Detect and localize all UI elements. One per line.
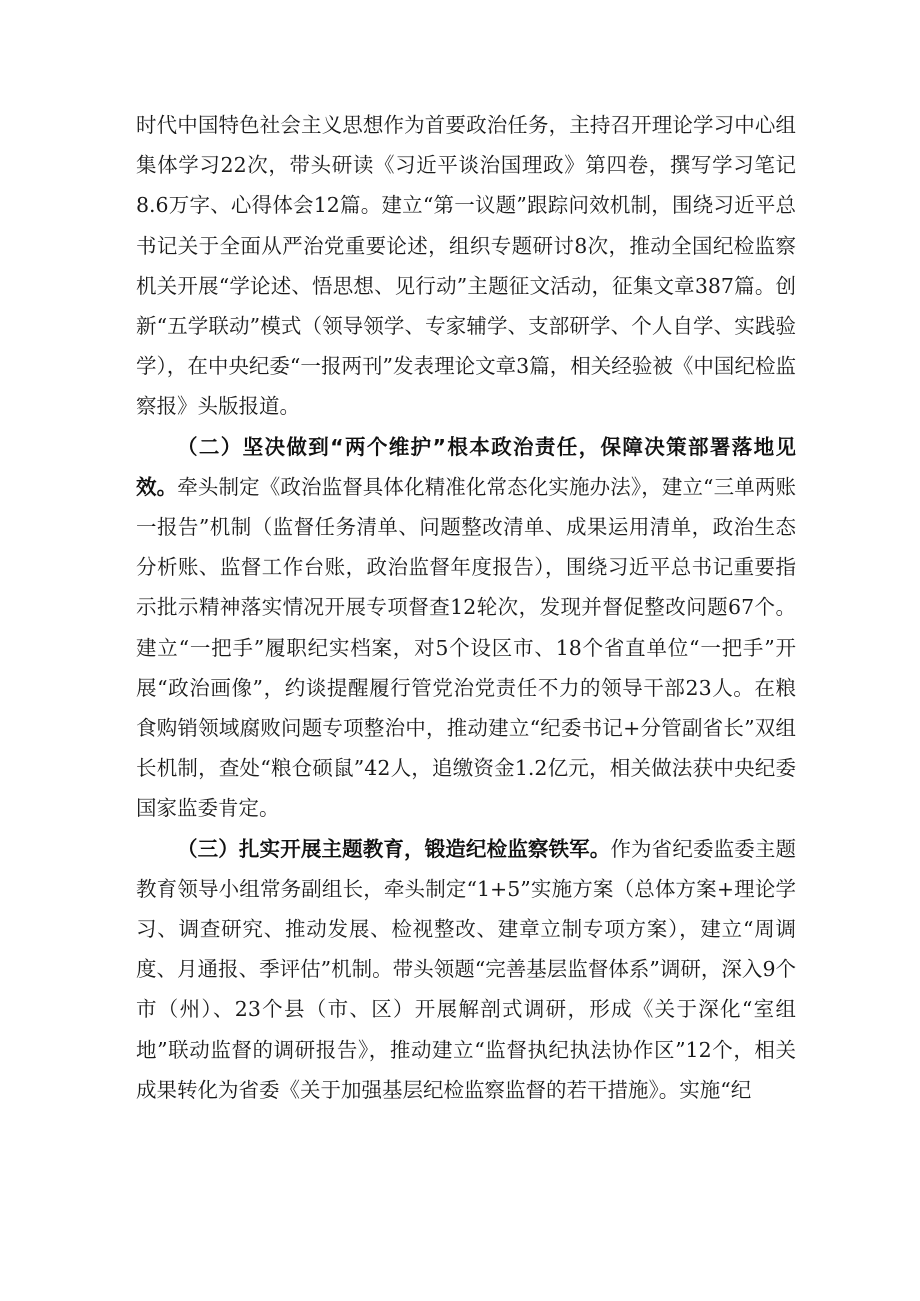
document-body — [136, 105, 796, 1110]
paragraph-3 — [136, 829, 796, 1110]
paragraph-3-text: 作为省纪委监委主题教育领导小组常务副组长，牵头制定“1+5”实施方案（总体方案+理论学习、调查研究、推动发展、检视整改、建章立制专项方案），建立“周调度、月通报、季评估”机制。带头领题“完善基层监督体系”调研，深入9个市（州）、23个县（市、区）开展解剖式调研，形成《关于深化“室组地”联动监督的调研报告》，推动建立“监督执纪执法协作区”12个，相关成果转化为省委《关于加强基层纪检监察监督的若干措施》。实施“纪 — [136, 836, 797, 1102]
paragraph-1-text: 时代中国特色社会主义思想作为首要政治任务，主持召开理论学习中心组集体学习22次，带头研读《习近平谈治国理政》第四卷，撰写学习笔记8.6万字、心得体会12篇。建立“第一议题”跟踪问效机制，围绕习近平总书记关于全面从严治党重要论述，组织专题研讨8次，推动全国纪检监察机关开展“学论述、悟思想、见行动”主题征文活动，征集文章387篇。创新“五学联动”模式（领导领学、专家辅学、支部研学、个人自学、实践验学），在中央纪委“一报两刊”发表理论文章3篇，相关经验被《中国纪检监察报》头版报道。 — [136, 113, 796, 419]
paragraph-2 — [136, 427, 796, 829]
section-heading-2: （二）坚决做到“两个维护”根本政治责任，保障决策部署落地见效。 — [136, 434, 796, 499]
paragraph-1 — [136, 105, 796, 427]
paragraph-2-text: 牵头制定《政治监督具体化精准化常态化实施办法》，建立“三单两账一报告”机制（监督任务清单、问题整改清单、成果运用清单，政治生态分析账、监督工作台账，政治监督年度报告），围绕习近平总书记重要指示批示精神落实情况开展专项督查12轮次，发现并督促整改问题67个。建立“一把手”履职纪实档案，对5个设区市、18个省直单位“一把手”开展“政治画像”，约谈提醒履行管党治党责任不力的领导干部23人。在粮食购销领域腐败问题专项整治中，推动建立“纪委书记+分管副省长”双组长机制，查处“粮仓硕鼠”42人，追缴资金1.2亿元，相关做法获中央纪委国家监委肯定。 — [136, 474, 797, 821]
section-heading-3: （三）扎实开展主题教育，锻造纪检监察铁军。 — [177, 836, 611, 861]
